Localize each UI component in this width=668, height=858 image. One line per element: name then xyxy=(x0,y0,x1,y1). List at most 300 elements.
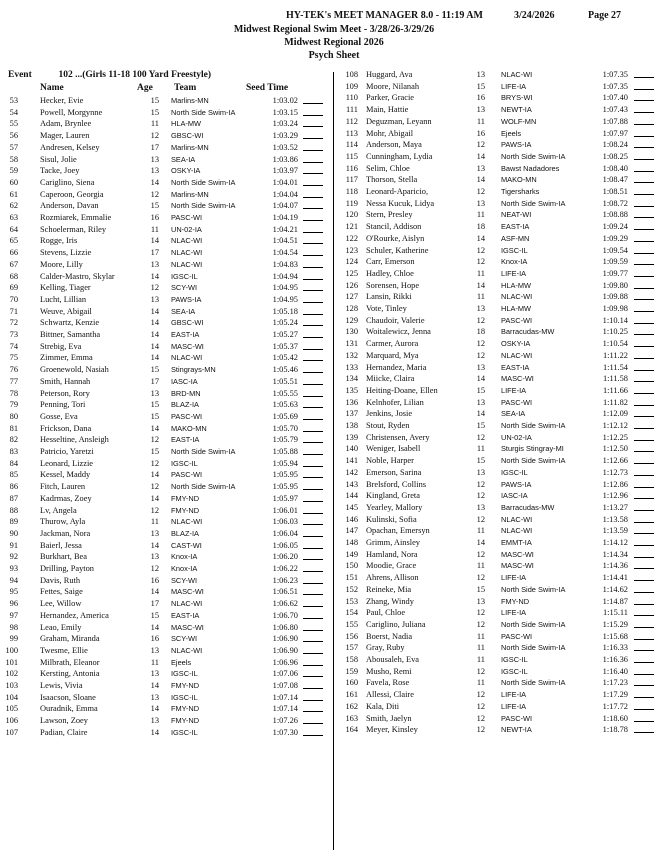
entry-blank-line xyxy=(634,288,654,289)
entry-name: Zimmer, Emma xyxy=(40,353,93,363)
entry-name: Reineke, Mia xyxy=(366,584,412,594)
entry-name: Powell, Morgynne xyxy=(40,107,103,117)
entry-name: Thurow, Ayla xyxy=(40,517,86,527)
entry-seed: 1:15.29 xyxy=(602,619,628,629)
entry-name: Emerson, Sarina xyxy=(366,467,422,477)
entry-name: Lee, Willow xyxy=(40,599,82,609)
entry-age: 14 xyxy=(150,587,159,597)
entry-age: 13 xyxy=(150,166,159,176)
entry-team: NLAC-WI xyxy=(501,526,533,536)
entry-name: Jenkins, Josie xyxy=(366,409,413,419)
entry-seed: 1:09.88 xyxy=(602,292,628,302)
entry-age: 12 xyxy=(476,187,485,196)
entry-blank-line xyxy=(634,487,654,488)
entry-team: NEWT-IA xyxy=(501,725,532,735)
entry-place: 141 xyxy=(345,456,358,466)
entry-seed: 1:04.21 xyxy=(272,224,298,234)
entry-seed: 1:07.97 xyxy=(602,128,628,138)
entry-blank-line xyxy=(634,206,654,207)
entry-name: Nessa Kucuk, Lidya xyxy=(366,198,435,208)
entry-place: 126 xyxy=(345,280,358,290)
entry-place: 151 xyxy=(345,573,358,583)
entry-place: 123 xyxy=(345,245,358,255)
entry-seed: 1:06.51 xyxy=(272,587,298,597)
entry-age: 13 xyxy=(476,362,485,372)
entry-team: IASC-IA xyxy=(501,491,528,501)
entry-name: Peterson, Rory xyxy=(40,388,90,398)
entry-seed: 1:11.58 xyxy=(602,374,628,384)
entry-team: HLA-MW xyxy=(501,280,531,290)
entry-name: Groenewold, Nasiah xyxy=(40,365,109,375)
software-stamp: HY-TEK's MEET MANAGER 8.0 - 11:19 AM xyxy=(286,10,483,21)
entry-seed: 1:07.14 xyxy=(272,704,298,714)
entry-place: 106 xyxy=(5,716,18,726)
entry-team: BRD-MN xyxy=(171,388,201,398)
entry-team: MAKO-MN xyxy=(171,423,207,433)
entry-name: Cariglino, Juliana xyxy=(366,619,426,629)
entry-age: 13 xyxy=(150,692,159,702)
entry-name: Schoelerman, Riley xyxy=(40,224,107,234)
entry-team: North Side Swim-IA xyxy=(501,151,566,161)
entry-name: Graham, Miranda xyxy=(40,634,100,644)
entry-place: 122 xyxy=(345,233,358,243)
entry-name: Gray, Ruby xyxy=(366,643,405,653)
entry-seed: 1:04.54 xyxy=(272,248,298,258)
entry-blank-line xyxy=(634,451,654,452)
entry-name: Bittner, Samantha xyxy=(40,330,101,339)
entry-name: Kelnhofer, Lilian xyxy=(366,397,424,407)
column-header-team: Team xyxy=(174,83,197,93)
entry-row xyxy=(0,104,668,116)
entry-team: SCY-WI xyxy=(171,575,198,585)
sheet-title: Psych Sheet xyxy=(308,50,360,61)
entry-team: Marlins-MN xyxy=(171,142,209,152)
entry-blank-line xyxy=(634,557,654,558)
entry-name: Twesme, Ellie xyxy=(40,645,88,655)
entry-blank-line xyxy=(634,159,654,160)
entry-age: 12 xyxy=(476,701,485,711)
entry-place: 160 xyxy=(345,678,358,688)
entry-place: 57 xyxy=(9,142,18,152)
entry-place: 157 xyxy=(345,643,358,653)
entry-age: 15 xyxy=(150,610,159,620)
entry-place: 116 xyxy=(345,163,358,173)
entry-name: Isaacson, Sloane xyxy=(40,692,96,702)
entry-age: 13 xyxy=(476,163,485,173)
entry-age: 14 xyxy=(150,353,159,363)
entry-team: Stingrays-MN xyxy=(171,365,216,375)
entry-age: 12 xyxy=(476,573,485,583)
entry-name: Burkhart, Bea xyxy=(40,552,87,562)
entry-place: 95 xyxy=(9,587,18,597)
entry-seed: 1:04.94 xyxy=(272,271,298,281)
entry-name: Milbrath, Eleanor xyxy=(40,657,100,667)
entry-blank-line xyxy=(634,545,654,546)
entry-place: 110 xyxy=(345,93,358,103)
entry-seed: 1:07.40 xyxy=(602,93,628,103)
entry-team: CAST-WI xyxy=(171,540,202,550)
entry-age: 12 xyxy=(150,131,159,141)
entry-team: MASC-WI xyxy=(501,561,534,571)
entry-row xyxy=(0,303,668,315)
entry-place: 118 xyxy=(345,187,358,196)
entry-row xyxy=(0,654,668,666)
entry-seed: 1:06.22 xyxy=(272,564,298,573)
entry-blank-line xyxy=(634,124,654,125)
entry-age: 11 xyxy=(150,119,159,129)
entry-seed: 1:05.27 xyxy=(272,330,298,339)
entry-blank-line xyxy=(634,428,654,429)
entry-team: Barracudas-MW xyxy=(501,502,555,512)
entry-seed: 1:09.98 xyxy=(602,304,628,313)
entry-age: 14 xyxy=(476,409,485,419)
entry-team: LIFE-IA xyxy=(501,701,527,711)
entry-seed: 1:07.35 xyxy=(602,70,628,79)
entry-age: 13 xyxy=(150,388,159,398)
entry-seed: 1:05.95 xyxy=(272,470,298,480)
entry-seed: 1:12.73 xyxy=(602,467,628,477)
entry-seed: 1:11.54 xyxy=(602,362,628,372)
event-label: Event xyxy=(8,70,32,80)
entry-place: 98 xyxy=(9,622,18,632)
entry-blank-line xyxy=(634,217,654,218)
entry-age: 11 xyxy=(476,655,485,664)
entry-place: 71 xyxy=(9,306,18,316)
entry-team: NLAC-WI xyxy=(171,236,203,246)
entry-seed: 1:07.35 xyxy=(602,81,628,91)
entry-name: Patricio, Yaretzi xyxy=(40,447,94,456)
entry-name: Stancil, Addison xyxy=(366,222,422,232)
entry-age: 14 xyxy=(150,423,159,433)
entry-team: North Side Swim-IA xyxy=(501,643,566,653)
entry-team: Ejeels xyxy=(171,657,192,667)
entry-age: 12 xyxy=(150,283,159,293)
entry-name: Kersting, Antonia xyxy=(40,669,100,679)
column-header-name: Name xyxy=(40,83,64,93)
entry-place: 77 xyxy=(9,376,18,386)
entry-seed: 1:07.14 xyxy=(272,692,298,702)
entry-name: Kelling, Tiager xyxy=(40,283,91,293)
entry-name: Vote, Tinley xyxy=(366,304,407,313)
entry-row xyxy=(0,397,668,409)
entry-place: 62 xyxy=(9,201,18,211)
entry-row xyxy=(0,338,668,350)
entry-blank-line xyxy=(634,276,654,277)
entry-place: 88 xyxy=(9,505,18,515)
entry-name: Brelsford, Collins xyxy=(366,479,427,489)
entry-row xyxy=(0,432,668,444)
entry-age: 14 xyxy=(150,306,159,316)
entry-team: FMY-ND xyxy=(171,505,200,515)
entry-age: 17 xyxy=(150,376,159,386)
entry-row xyxy=(0,233,668,245)
entry-seed: 1:18.60 xyxy=(602,713,628,723)
entry-row xyxy=(0,631,668,643)
entry-team: PAWS-IA xyxy=(171,294,202,304)
entry-team: LIFE-IA xyxy=(501,81,527,91)
entry-name: Caperoon, Georgia xyxy=(40,189,104,199)
entry-name: Hesseltine, Ansleigh xyxy=(40,435,109,445)
entry-place: 76 xyxy=(9,365,18,375)
entry-name: Hadley, Chloe xyxy=(366,268,414,278)
entry-seed: 1:04.01 xyxy=(272,177,298,187)
entry-seed: 1:05.55 xyxy=(272,388,298,398)
entry-age: 13 xyxy=(476,596,485,606)
entry-place: 74 xyxy=(9,341,18,351)
entry-name: Weniger, Isabell xyxy=(366,444,421,454)
entry-age: 14 xyxy=(150,318,159,328)
entry-place: 147 xyxy=(345,526,358,536)
entry-age: 14 xyxy=(150,681,159,690)
entry-team: North Side Swim-IA xyxy=(171,177,236,187)
entry-blank-line xyxy=(634,416,654,417)
entry-place: 139 xyxy=(345,432,358,442)
entry-row xyxy=(0,525,668,537)
entry-seed: 1:03.15 xyxy=(272,107,298,117)
entry-team: HLA-MW xyxy=(171,119,201,129)
entry-place: 112 xyxy=(345,116,358,126)
entry-name: Stern, Presley xyxy=(366,210,413,220)
entry-age: 15 xyxy=(150,400,159,410)
entry-name: Baierl, Jessa xyxy=(40,540,82,550)
entry-team: FMY-ND xyxy=(171,493,200,503)
entry-place: 125 xyxy=(345,268,358,278)
entry-name: Huggard, Ava xyxy=(366,70,413,79)
entry-age: 12 xyxy=(476,549,485,559)
entry-team: SEA-IA xyxy=(171,306,196,316)
entry-place: 107 xyxy=(5,727,18,737)
entry-age: 16 xyxy=(150,575,159,585)
entry-place: 121 xyxy=(345,222,358,232)
entry-age: 12 xyxy=(476,350,485,360)
entry-age: 13 xyxy=(150,528,159,538)
entry-place: 133 xyxy=(345,362,358,372)
entry-team: FMY-ND xyxy=(171,681,200,690)
entry-team: PASC-WI xyxy=(171,213,203,222)
entry-seed: 1:12.96 xyxy=(602,491,628,501)
entry-place: 115 xyxy=(345,151,358,161)
entry-row xyxy=(0,256,668,268)
entry-row xyxy=(0,362,668,374)
report-date: 3/24/2026 xyxy=(514,10,555,21)
entry-seed: 1:06.04 xyxy=(272,528,298,538)
entry-team: IGSC-IL xyxy=(501,655,528,664)
entry-name: Smith, Hannah xyxy=(40,376,91,386)
entry-name: Ahrens, Allison xyxy=(366,573,419,583)
entry-seed: 1:10.14 xyxy=(602,315,628,325)
entry-row xyxy=(0,268,668,280)
entry-name: Marquard, Mya xyxy=(366,350,419,360)
entry-age: 11 xyxy=(476,268,485,278)
entry-name: Parker, Gracie xyxy=(366,93,415,103)
entry-place: 134 xyxy=(345,374,358,384)
entry-seed: 1:05.97 xyxy=(272,493,298,503)
entry-place: 154 xyxy=(345,608,358,618)
entry-name: Carr, Emerson xyxy=(366,257,415,267)
entry-team: North Side Swim-IA xyxy=(501,619,566,629)
entry-age: 11 xyxy=(476,444,485,454)
entry-place: 127 xyxy=(345,292,358,302)
entry-place: 113 xyxy=(345,128,358,138)
entry-blank-line xyxy=(634,721,654,722)
entry-row xyxy=(0,467,668,479)
entry-blank-line xyxy=(634,463,654,464)
entry-team: North Side Swim-IA xyxy=(501,198,566,208)
entry-row xyxy=(0,350,668,362)
entry-age: 14 xyxy=(150,540,159,550)
entry-place: 83 xyxy=(9,447,18,456)
entry-seed: 1:07.43 xyxy=(602,105,628,115)
entry-name: Chaudoir, Valerie xyxy=(366,315,425,325)
entry-age: 12 xyxy=(476,514,485,524)
entry-age: 11 xyxy=(476,116,485,126)
entry-place: 144 xyxy=(345,491,358,501)
entry-place: 137 xyxy=(345,409,358,419)
entry-seed: 1:09.77 xyxy=(602,268,628,278)
entry-name: Selim, Chloe xyxy=(366,163,410,173)
column-header-age: Age xyxy=(137,83,153,93)
entry-seed: 1:08.47 xyxy=(602,175,628,185)
entry-row xyxy=(0,174,668,186)
entry-team: MASC-WI xyxy=(501,549,534,559)
entry-team: PAWS-IA xyxy=(501,140,532,150)
entry-team: IGSC-IL xyxy=(501,467,528,477)
entry-place: 109 xyxy=(345,81,358,91)
entry-age: 14 xyxy=(150,177,159,187)
entry-team: WOLF-MN xyxy=(501,116,537,126)
column-header-seed: Seed Time xyxy=(246,83,289,93)
entry-row xyxy=(0,92,668,104)
entry-row xyxy=(0,514,668,526)
entry-seed: 1:13.27 xyxy=(602,502,628,512)
entry-row xyxy=(0,385,668,397)
entry-seed: 1:12.09 xyxy=(602,409,628,419)
entry-seed: 1:10.54 xyxy=(602,339,628,349)
entry-team: EMMT-IA xyxy=(501,538,532,547)
entry-name: Heiting-Doane, Ellen xyxy=(366,385,438,395)
entry-age: 12 xyxy=(150,505,159,515)
entry-row xyxy=(0,490,668,502)
entry-seed: 1:03.86 xyxy=(272,154,298,164)
entry-row xyxy=(0,666,668,678)
entry-team: LIFE-IA xyxy=(501,608,527,618)
entry-name: Schuler, Katherine xyxy=(366,245,429,255)
entry-team: MASC-WI xyxy=(171,341,204,351)
entry-team: NLAC-WI xyxy=(171,645,203,655)
entry-age: 13 xyxy=(150,552,159,562)
entry-age: 16 xyxy=(476,128,485,138)
entry-blank-line xyxy=(634,323,654,324)
entry-team: North Side Swim-IA xyxy=(171,107,236,117)
entry-blank-line xyxy=(634,615,654,616)
entry-seed: 1:05.18 xyxy=(272,306,298,316)
entry-seed: 1:06.03 xyxy=(272,517,298,527)
entry-name: Hernandez, America xyxy=(40,610,109,620)
entry-seed: 1:07.88 xyxy=(602,116,628,126)
entry-seed: 1:09.29 xyxy=(602,233,628,243)
entry-place: 60 xyxy=(9,177,18,187)
entry-blank-line xyxy=(634,627,654,628)
entry-seed: 1:07.26 xyxy=(272,716,298,726)
entry-seed: 1:11.82 xyxy=(602,397,628,407)
entry-blank-line xyxy=(634,100,654,101)
entry-seed: 1:05.37 xyxy=(272,341,298,351)
entry-name: Thorson, Stella xyxy=(366,175,418,185)
entry-name: Opachan, Emersyn xyxy=(366,526,430,536)
entry-age: 11 xyxy=(150,224,159,234)
entry-place: 69 xyxy=(9,283,18,293)
entry-age: 15 xyxy=(150,447,159,456)
entry-age: 15 xyxy=(476,456,485,466)
entry-age: 14 xyxy=(150,704,159,714)
entry-blank-line xyxy=(634,358,654,359)
entry-row xyxy=(0,408,668,420)
entry-place: 89 xyxy=(9,517,18,527)
entry-seed: 1:06.90 xyxy=(272,645,298,655)
entry-seed: 1:08.24 xyxy=(602,140,628,150)
entry-seed: 1:05.42 xyxy=(272,353,298,363)
entry-seed: 1:18.78 xyxy=(602,725,628,735)
entry-place: 84 xyxy=(9,458,18,468)
entry-seed: 1:07.08 xyxy=(272,681,298,690)
entry-place: 81 xyxy=(9,423,18,433)
entry-row xyxy=(0,373,668,385)
entry-place: 82 xyxy=(9,435,18,445)
entry-row xyxy=(0,455,668,467)
entry-team: IGSC-IL xyxy=(501,245,528,255)
entry-seed: 1:06.70 xyxy=(272,610,298,620)
entry-team: SCY-WI xyxy=(171,283,198,293)
entry-team: NLAC-WI xyxy=(171,259,203,269)
entry-team: EAST-IA xyxy=(171,610,200,620)
entry-team: NLAC-WI xyxy=(171,517,203,527)
entry-row xyxy=(0,221,668,233)
entry-team: FMY-ND xyxy=(501,596,530,606)
entry-seed: 1:09.54 xyxy=(602,245,628,255)
entry-seed: 1:05.46 xyxy=(272,365,298,375)
entry-age: 11 xyxy=(476,210,485,220)
entry-seed: 1:09.59 xyxy=(602,257,628,267)
entry-team: NLAC-WI xyxy=(501,70,533,79)
entry-name: Leao, Emily xyxy=(40,622,82,632)
entry-seed: 1:04.07 xyxy=(272,201,298,211)
entry-name: Lawson, Zoey xyxy=(40,716,88,726)
entry-seed: 1:16.36 xyxy=(602,655,628,664)
entry-name: Sisul, Jolie xyxy=(40,154,77,164)
entry-blank-line xyxy=(634,510,654,511)
entry-team: North Side Swim-IA xyxy=(171,482,236,492)
entry-team: Tigersharks xyxy=(501,187,540,196)
entry-seed: 1:06.20 xyxy=(272,552,298,562)
entry-age: 14 xyxy=(476,151,485,161)
entry-blank-line xyxy=(634,568,654,569)
entry-blank-line xyxy=(634,311,654,312)
entry-place: 64 xyxy=(9,224,18,234)
entry-age: 15 xyxy=(150,365,159,375)
entry-team: NLAC-WI xyxy=(501,292,533,302)
entry-blank-line xyxy=(634,674,654,675)
entry-age: 15 xyxy=(150,201,159,211)
entry-name: Rogge, Iris xyxy=(40,236,78,246)
entry-seed: 1:08.40 xyxy=(602,163,628,173)
entry-place: 94 xyxy=(9,575,18,585)
entry-age: 14 xyxy=(150,470,159,480)
entry-name: Strebig, Eva xyxy=(40,341,82,351)
entry-place: 146 xyxy=(345,514,358,524)
entry-team: LIFE-IA xyxy=(501,268,527,278)
entry-team: IGSC-IL xyxy=(171,669,198,679)
entry-seed: 1:09.80 xyxy=(602,280,628,290)
